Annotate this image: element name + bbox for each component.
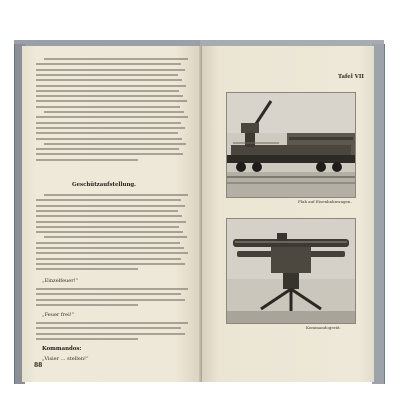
text-line [36,127,185,129]
text-line [44,58,188,60]
text-line [36,327,181,329]
text-line [36,299,185,301]
text-line [36,242,180,244]
section-heading-1: Geschützaufstellung. [72,182,137,188]
text-line [36,338,138,340]
railway-flak-illustration [227,93,355,197]
text-line [36,63,181,65]
text-line [36,247,184,249]
text-line [36,79,182,81]
text-line [36,210,178,212]
text-line [36,258,181,260]
text-line [44,194,188,196]
text-line [36,138,182,140]
range-finder-illustration [227,219,355,323]
text-line [36,226,179,228]
text-line [36,263,185,265]
section-heading-2: Kommandos: [42,346,82,352]
text-line [36,85,186,87]
text-line [36,69,185,71]
text-line [36,148,179,150]
text-line [36,322,188,324]
photo2-caption: Kommandogerät. [306,325,341,330]
text-line [44,111,184,113]
text-line [36,252,188,254]
text-line [36,215,182,217]
text-line [36,333,185,335]
text-line [36,122,181,124]
text-line [36,106,180,108]
quote-2: „Feuer frei!“ [42,312,75,318]
left-page [22,46,202,382]
quote-1: „Einzelfeuer!“ [42,278,79,284]
text-line [36,205,185,207]
text-line [36,199,181,201]
plate-label: Tafel VII [338,74,364,80]
photo-range-finder [226,218,356,324]
quote-3: „Visier … stellen!“ [42,356,89,362]
text-line [36,90,179,92]
text-line [36,304,138,306]
text-line [36,293,181,295]
text-line [36,100,187,102]
text-line [36,153,183,155]
photo-railway-flak [226,92,356,198]
text-line [36,95,183,97]
photo1-caption: Flak auf Eisenbahnwagen. [298,199,352,204]
text-line [36,288,188,290]
text-line [36,221,186,223]
text-line [36,159,138,161]
text-line [36,116,188,118]
text-line [36,132,178,134]
text-line [36,268,138,270]
right-page [202,46,374,382]
text-line [36,74,178,76]
text-line [44,236,187,238]
text-line [36,231,183,233]
text-line [44,143,186,145]
page-number: 88 [34,362,43,369]
